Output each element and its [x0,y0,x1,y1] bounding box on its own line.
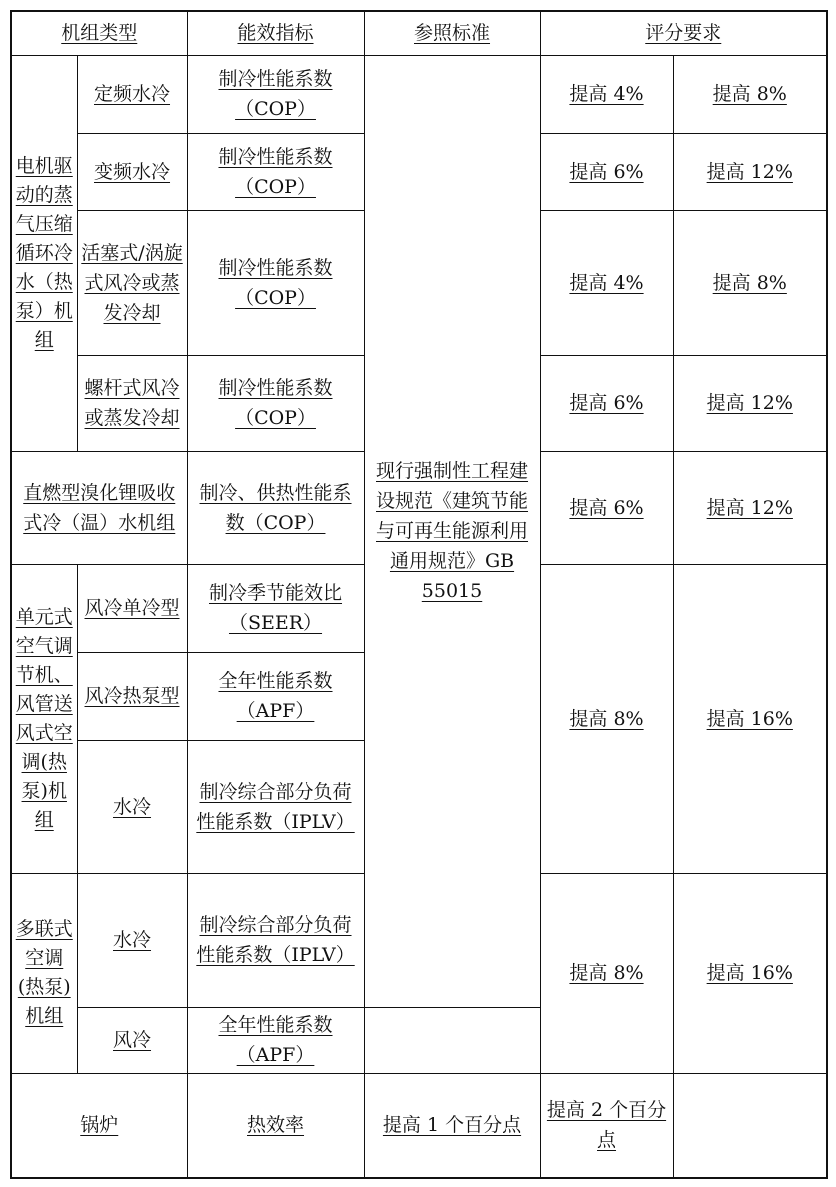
indicator-cell: 制冷综合部分负荷性能系数（IPLV） [187,740,364,873]
header-unit-type: 机组类型 [11,11,187,55]
requirement-cell: 提高 6% [540,451,673,564]
unit-type-cell: 风冷 [77,1007,187,1073]
requirement-cell: 提高 8% [540,564,673,873]
unit-type-cell: 风冷单冷型 [77,564,187,652]
header-reference-standard: 参照标准 [364,11,540,55]
unit-type-cell: 水冷 [77,873,187,1007]
unit-type-cell: 风冷热泵型 [77,652,187,740]
unit-type-cell: 活塞式/涡旋式风冷或蒸发冷却 [77,210,187,355]
requirement-cell: 提高 4% [540,210,673,355]
unit-type-cell: 变频水冷 [77,133,187,210]
requirement-cell: 提高 12% [673,451,827,564]
requirement-cell: 提高 8% [673,55,827,133]
group-unitary-air-conditioner: 单元式空气调节机、风管送风式空调(热泵)机组 [11,564,77,873]
indicator-cell: 制冷性能系数（COP） [187,355,364,451]
indicator-cell: 热效率 [187,1073,364,1178]
table-row [11,1073,827,1178]
energy-efficiency-table [10,10,828,1179]
unit-type-cell: 水冷 [77,740,187,873]
indicator-cell: 制冷性能系数（COP） [187,55,364,133]
indicator-cell: 制冷性能系数（COP） [187,133,364,210]
indicator-cell: 制冷性能系数（COP） [187,210,364,355]
requirement-cell: 提高 6% [540,355,673,451]
requirement-cell: 提高 16% [673,564,827,873]
header-row [11,11,827,55]
reference-standard-cell: 现行强制性工程建设规范《建筑节能与可再生能源利用通用规范》GB 55015 [364,55,540,1007]
unit-type-cell: 锅炉 [11,1073,187,1178]
indicator-cell: 制冷综合部分负荷性能系数（IPLV） [187,873,364,1007]
requirement-cell: 提高 6% [540,133,673,210]
group-multi-split: 多联式空调(热泵)机组 [11,873,77,1073]
requirement-cell: 提高 12% [673,355,827,451]
header-efficiency-indicator: 能效指标 [187,11,364,55]
requirement-cell: 提高 8% [673,210,827,355]
requirement-cell: 提高 4% [540,55,673,133]
unit-type-cell: 螺杆式风冷或蒸发冷却 [77,355,187,451]
header-scoring-requirement: 评分要求 [540,11,827,55]
requirement-cell: 提高 8% [540,873,673,1073]
requirement-cell: 提高 2 个百分点 [540,1073,673,1178]
indicator-cell: 制冷、供热性能系数（COP） [187,451,364,564]
requirement-cell: 提高 16% [673,873,827,1073]
table-row [11,55,827,133]
requirement-cell: 提高 1 个百分点 [364,1073,540,1178]
unit-type-cell: 定频水冷 [77,55,187,133]
requirement-cell: 提高 12% [673,133,827,210]
indicator-cell: 制冷季节能效比（SEER） [187,564,364,652]
unit-type-cell: 直燃型溴化锂吸收式冷（温）水机组 [11,451,187,564]
indicator-cell: 全年性能系数（APF） [187,652,364,740]
indicator-cell: 全年性能系数（APF） [187,1007,364,1073]
group-electric-chiller: 电机驱动的蒸气压缩循环冷水（热泵）机组 [11,55,77,451]
